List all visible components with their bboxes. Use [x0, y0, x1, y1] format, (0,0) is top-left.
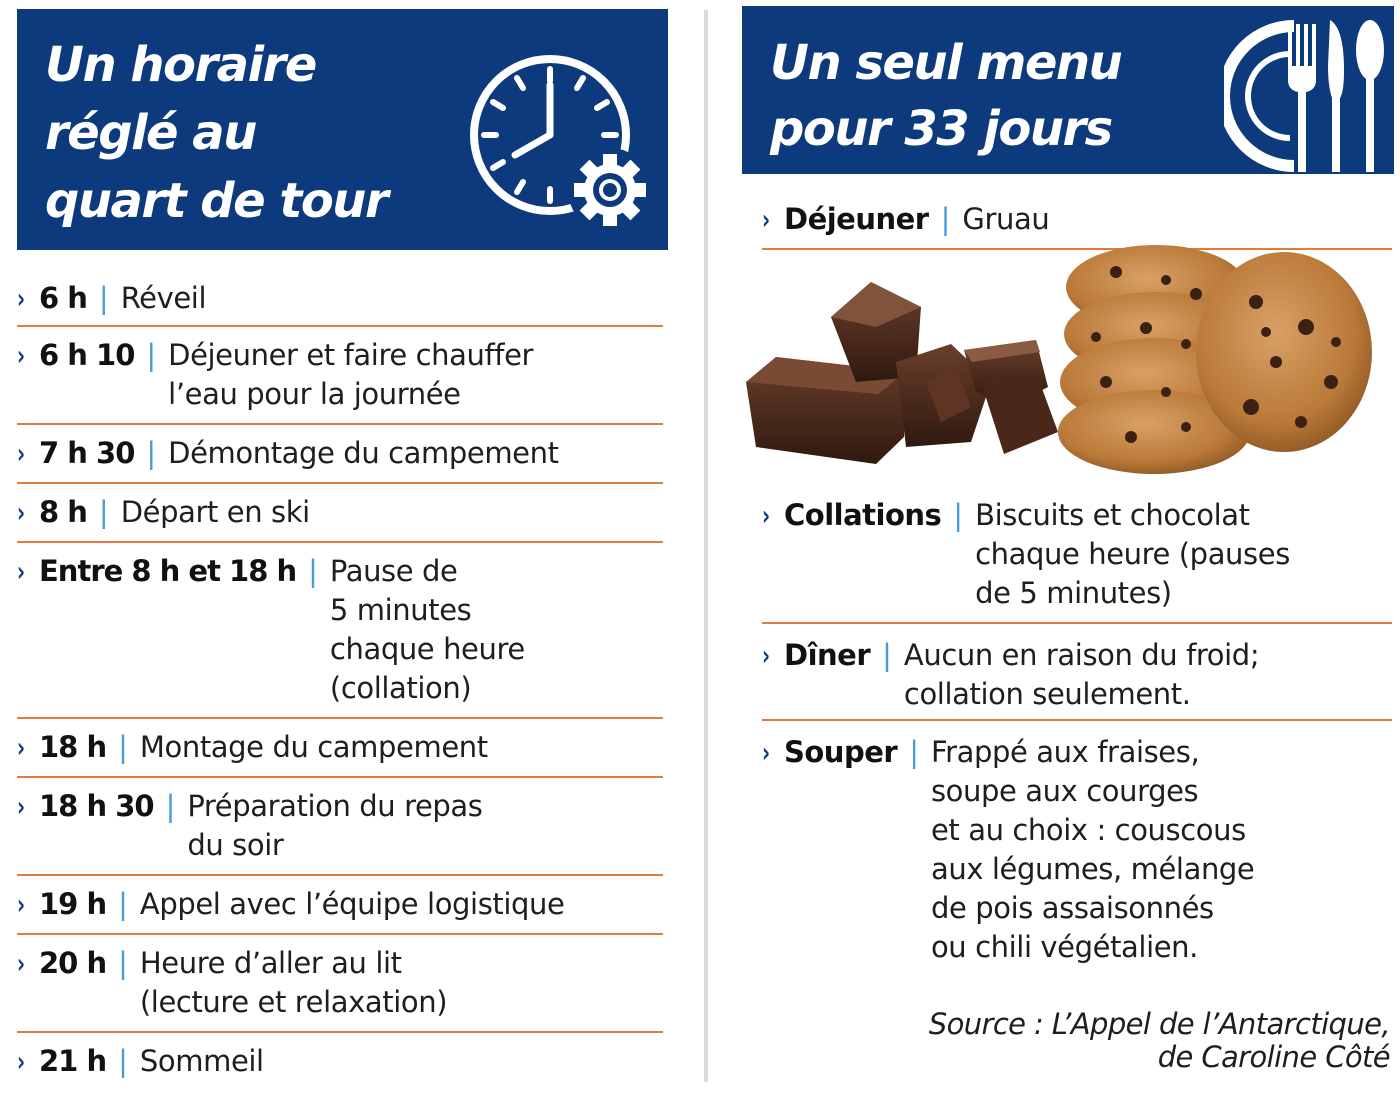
schedule-description-line: Pause de — [329, 554, 458, 588]
chevron-icon: › — [762, 639, 771, 672]
menu-description-line: soupe aux courges — [930, 774, 1199, 808]
menu-description — [931, 733, 1254, 967]
schedule-description — [140, 728, 488, 767]
source-credit: Source : L’Appel de l’Antarctique, de Caroline Côté — [928, 1007, 1390, 1074]
chevron-icon: › — [17, 790, 26, 823]
schedule-description — [330, 552, 525, 708]
separator-bar: | — [146, 338, 157, 372]
schedule-row — [17, 327, 663, 425]
column-divider — [704, 10, 708, 1082]
separator-bar: | — [909, 735, 919, 769]
clock-with-gear-icon — [462, 37, 668, 247]
menu-description-line: ou chili végétalien. — [930, 930, 1198, 964]
separator-bar: | — [98, 495, 109, 529]
menu-meal: Dîner — [784, 638, 871, 672]
schedule-description-line: du soir — [187, 828, 284, 862]
schedule-row — [17, 425, 663, 484]
schedule-description — [121, 279, 206, 318]
chevron-icon: › — [762, 736, 771, 769]
chevron-icon: › — [17, 1045, 26, 1078]
schedule-row — [17, 1033, 663, 1089]
chevron-icon: › — [17, 437, 26, 470]
schedule-time: 20 h — [39, 946, 107, 980]
schedule-time: Entre 8 h et 18 h — [39, 554, 297, 588]
schedule-description — [168, 336, 533, 414]
chevron-icon: › — [17, 282, 26, 315]
menu-row — [762, 721, 1392, 964]
schedule-description-line: chaque heure — [329, 632, 525, 666]
separator-bar: | — [146, 436, 157, 470]
schedule-description-line: Réveil — [120, 281, 207, 315]
separator-bar: | — [165, 789, 176, 823]
separator-bar: | — [882, 638, 892, 672]
schedule-description-line: l’eau pour la journée — [168, 377, 461, 411]
schedule-description-line: (collation) — [329, 671, 472, 705]
schedule-description — [168, 434, 558, 473]
chevron-icon: › — [17, 339, 26, 372]
chevron-icon: › — [762, 203, 771, 236]
schedule-row — [17, 484, 663, 543]
separator-bar: | — [98, 281, 109, 315]
menu-description-line: de pois assaisonnés — [930, 891, 1214, 925]
menu-description-line: aux légumes, mélange — [930, 852, 1255, 886]
schedule-time: 21 h — [39, 1044, 107, 1078]
separator-bar: | — [118, 887, 128, 921]
menu-description-line: et au choix : couscous — [930, 813, 1246, 847]
schedule-row — [17, 876, 663, 935]
schedule-banner — [17, 9, 668, 250]
schedule-description-line: Déjeuner et faire chauffer — [168, 338, 534, 372]
chevron-icon: › — [17, 496, 26, 529]
menu-list-bottom — [762, 494, 1392, 964]
separator-bar: | — [118, 946, 128, 980]
schedule-description — [140, 885, 565, 924]
chevron-icon: › — [17, 555, 26, 588]
menu-description-line: Biscuits et chocolat — [975, 498, 1250, 532]
separator-bar: | — [308, 554, 318, 588]
schedule-description-line: 5 minutes — [329, 593, 472, 627]
schedule-time: 8 h — [39, 495, 87, 529]
menu-row — [762, 494, 1392, 624]
menu-meal: Souper — [784, 735, 898, 769]
schedule-time: 19 h — [39, 887, 107, 921]
chevron-icon: › — [762, 499, 771, 532]
schedule-description-line: Préparation du repas — [187, 789, 483, 823]
schedule-time: 6 h — [39, 281, 87, 315]
menu-banner — [742, 6, 1394, 174]
schedule-time: 7 h 30 — [39, 436, 135, 470]
menu-description — [975, 496, 1290, 613]
menu-description — [904, 636, 1259, 714]
separator-bar: | — [953, 498, 964, 532]
plate-fork-knife-spoon-icon — [1224, 6, 1394, 174]
schedule-description — [121, 493, 310, 532]
schedule-description — [187, 787, 482, 865]
menu-description-line: Aucun en raison du froid; — [903, 638, 1260, 672]
menu-description-line: Gruau — [962, 202, 1050, 236]
schedule-description-line: Sommeil — [139, 1044, 264, 1078]
schedule-row — [17, 778, 663, 876]
schedule-time: 18 h 30 — [39, 789, 154, 823]
menu-title: Un seul menu pour 33 jours — [770, 35, 1122, 157]
menu-meal: Déjeuner — [784, 202, 929, 236]
menu-description-line: chaque heure (pauses — [975, 537, 1290, 571]
chevron-icon: › — [17, 947, 26, 980]
schedule-description — [140, 944, 447, 1022]
chevron-icon: › — [17, 731, 26, 764]
schedule-description-line: (lecture et relaxation) — [139, 985, 448, 1019]
separator-bar: | — [118, 1044, 128, 1078]
menu-description-line: collation seulement. — [903, 677, 1191, 711]
menu-row — [762, 624, 1392, 721]
separator-bar: | — [940, 202, 951, 236]
schedule-description-line: Démontage du campement — [168, 436, 559, 470]
menu-meal: Collations — [784, 498, 942, 532]
schedule-description-line: Appel avec l’équipe logistique — [139, 887, 565, 921]
schedule-description-line: Heure d’aller au lit — [139, 946, 402, 980]
schedule-row — [17, 719, 663, 778]
menu-description-line: Frappé aux fraises, — [930, 735, 1200, 769]
schedule-row — [17, 543, 663, 719]
schedule-description-line: Montage du campement — [139, 730, 488, 764]
schedule-row — [17, 270, 663, 327]
schedule-description-line: Départ en ski — [120, 495, 310, 529]
separator-bar: | — [118, 730, 128, 764]
schedule-list — [17, 270, 663, 1089]
menu-description-line: de 5 minutes) — [975, 576, 1172, 610]
schedule-title: Un horaire réglé au quart de tour — [45, 37, 388, 229]
schedule-time: 6 h 10 — [39, 338, 135, 372]
schedule-time: 18 h — [39, 730, 107, 764]
schedule-description — [140, 1042, 264, 1081]
chevron-icon: › — [17, 888, 26, 921]
schedule-row — [17, 935, 663, 1033]
chocolate-and-cookies-photo — [736, 232, 1376, 482]
